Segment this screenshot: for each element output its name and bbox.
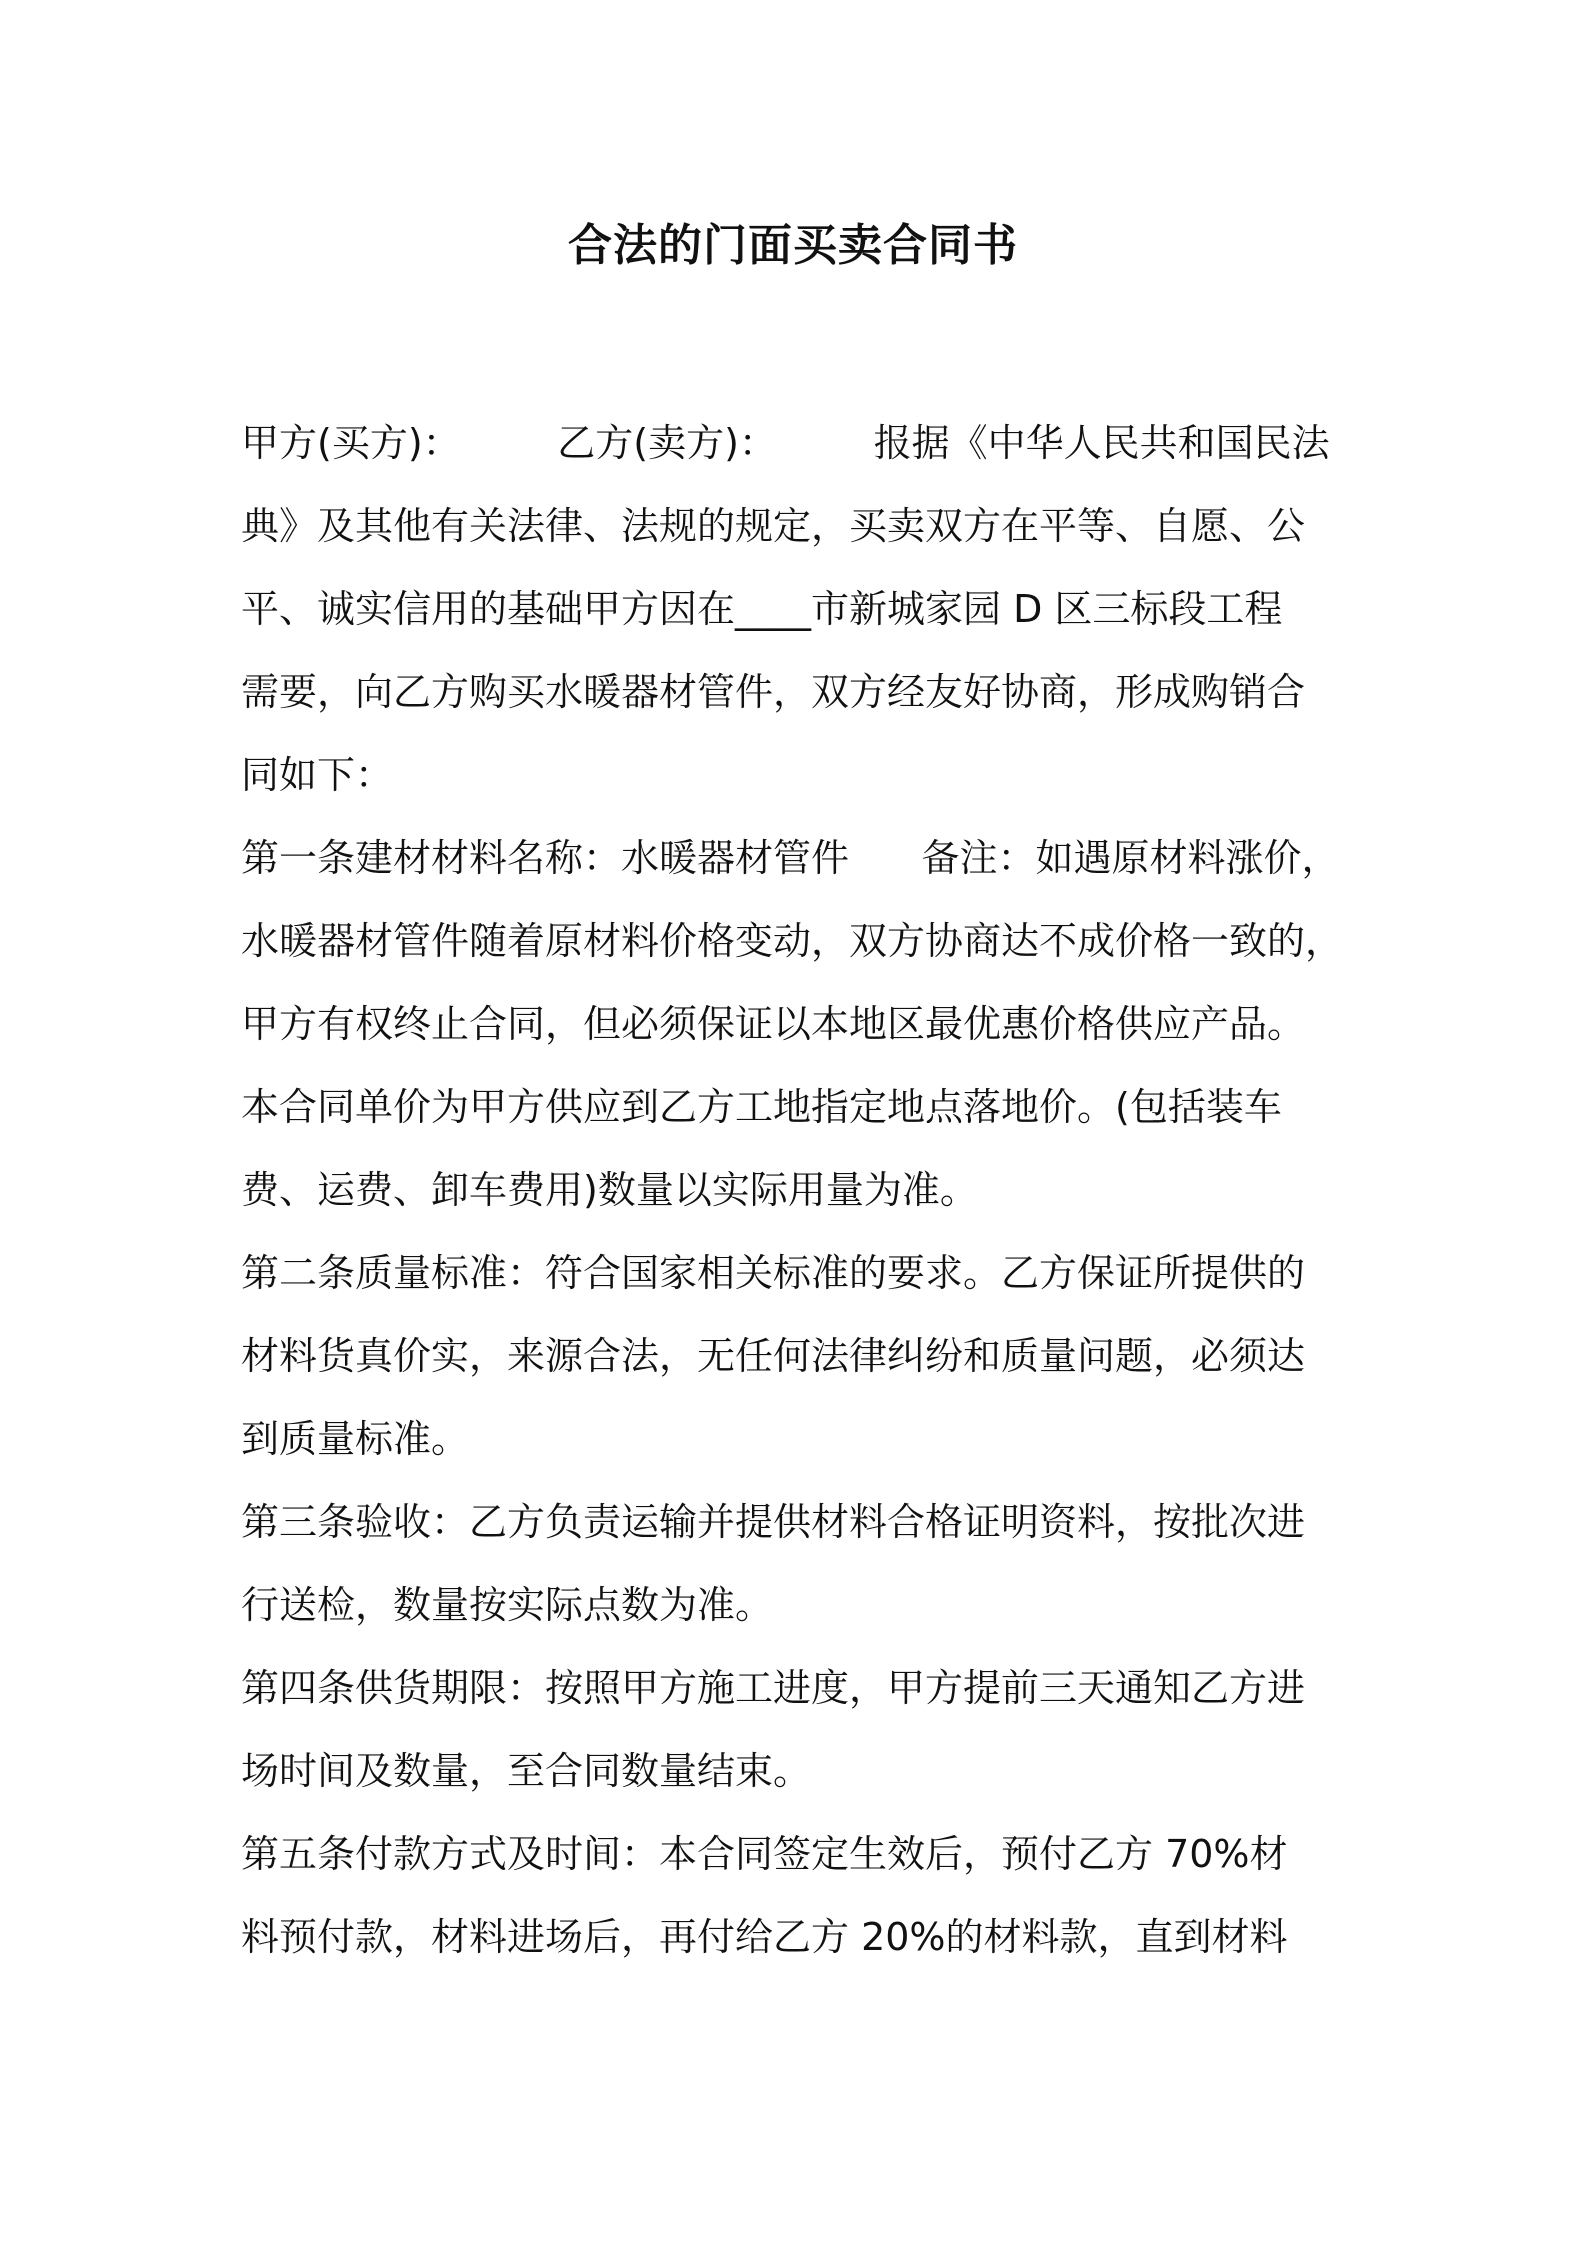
text-line: 第三条验收：乙方负责运输并提供材料合格证明资料，按批次进 [241, 1500, 1306, 1544]
contract-body [241, 402, 1381, 1979]
text-line: 第五条付款方式及时间：本合同签定生效后，预付乙方 70%材 [241, 1832, 1288, 1876]
text-line: 行送检，数量按实际点数为准。 [241, 1583, 774, 1627]
text-line: 第一条建材材料名称：水暖器材管件 备注：如遇原材料涨价， [241, 836, 1340, 880]
text-line: 第四条供货期限：按照甲方施工进度，甲方提前三天通知乙方进 [241, 1666, 1306, 1710]
text-line: 同如下： [241, 753, 394, 797]
text-line: 材料货真价实，来源合法，无任何法律纠纷和质量问题，必须达 [241, 1334, 1306, 1378]
text-line: 费、运费、卸车费用)数量以实际用量为准。 [241, 1168, 978, 1212]
text-line: 水暖器材管件随着原材料价格变动，双方协商达不成价格一致的， [241, 919, 1344, 963]
text-line: 平、诚实信用的基础甲方因在____市新城家园 D 区三标段工程 [241, 587, 1283, 631]
text-line: 料预付款，材料进场后，再付给乙方 20%的材料款，直到材料 [241, 1915, 1288, 1959]
text-line: 需要，向乙方购买水暖器材管件，双方经友好协商，形成购销合 [241, 670, 1306, 714]
document-title: 合法的门面买卖合同书 [568, 220, 1018, 271]
text-line: 甲方有权终止合同，但必须保证以本地区最优惠价格供应产品。 [241, 1002, 1306, 1046]
text-line: 场时间及数量，至合同数量结束。 [241, 1749, 812, 1793]
text-line: 第二条质量标准：符合国家相关标准的要求。乙方保证所提供的 [241, 1251, 1306, 1295]
text-line: 典》及其他有关法律、法规的规定，买卖双方在平等、自愿、公 [241, 504, 1306, 548]
text-line: 本合同单价为甲方供应到乙方工地指定地点落地价。(包括装车 [241, 1085, 1282, 1129]
text-line: 甲方(买方)： 乙方(卖方)： 报据《中华人民共和国民法 [241, 421, 1330, 465]
text-line: 到质量标准。 [241, 1417, 470, 1461]
